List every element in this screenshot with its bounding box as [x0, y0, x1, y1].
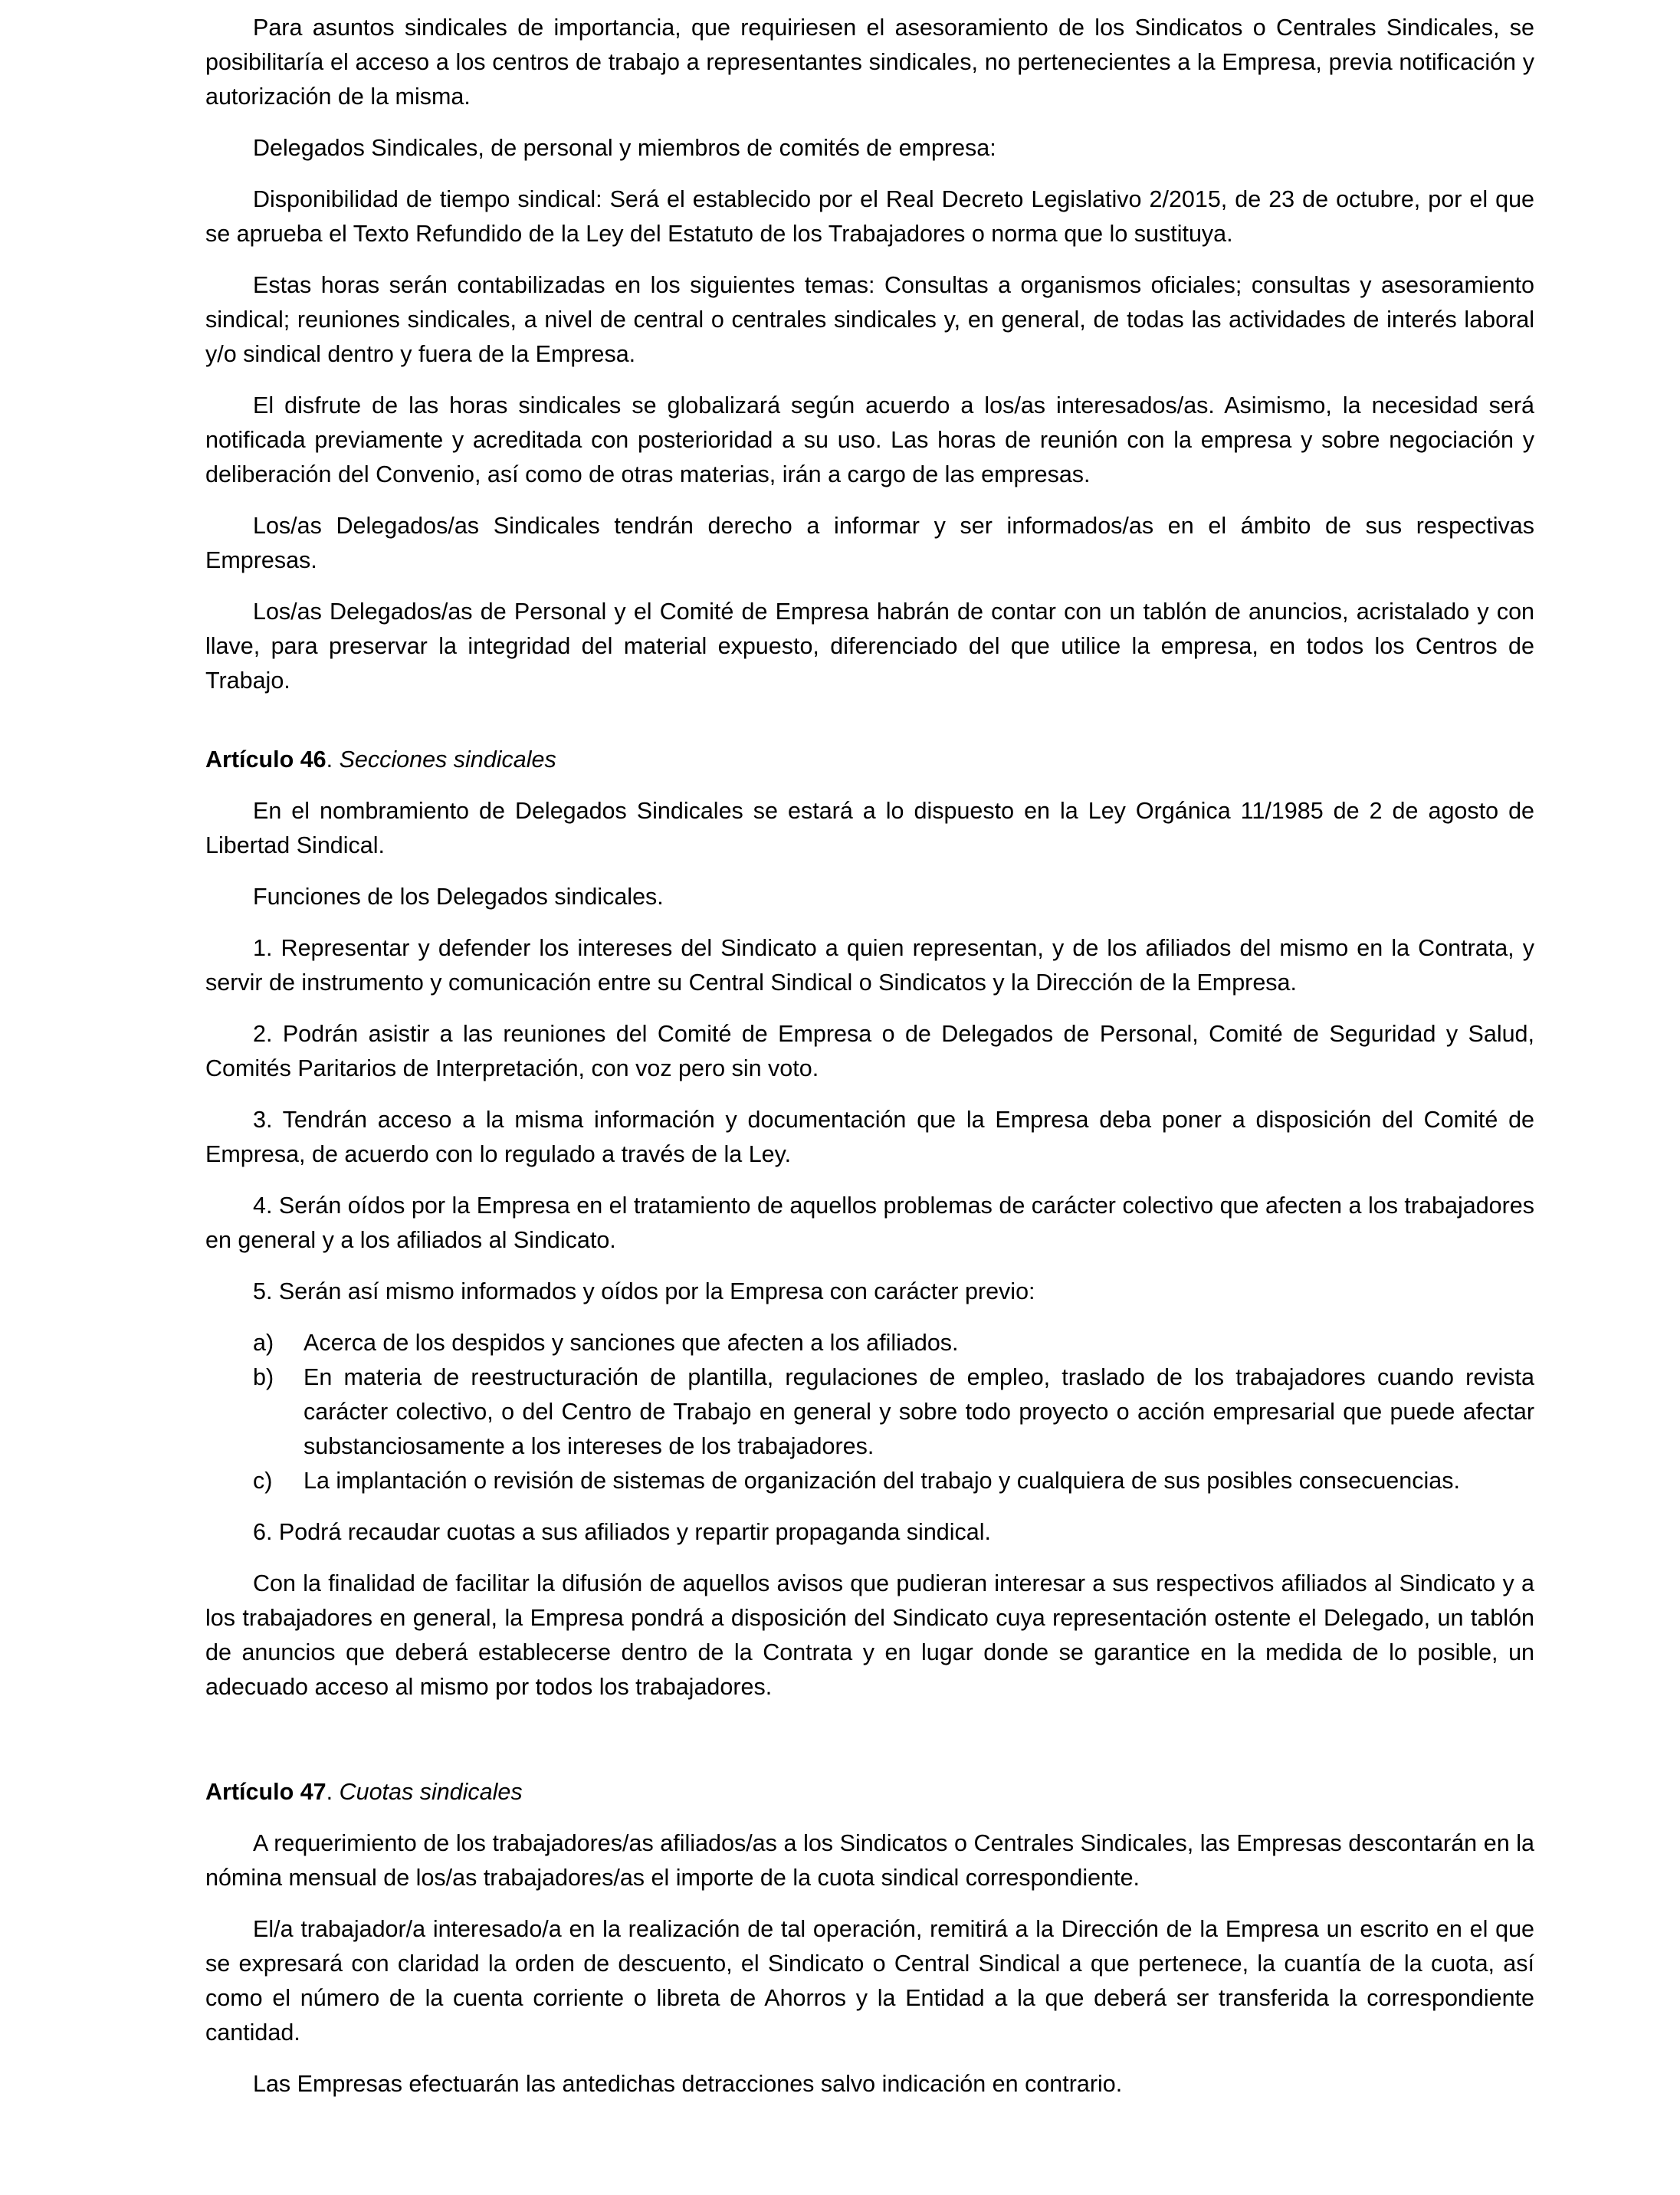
- list-item: [253, 1360, 1534, 1464]
- list-item-text: En materia de reestructuración de plantilla, regulaciones de empleo, traslado de los trabajadores cuando revista carácter colectivo, o del Centro de Trabajo en general y sobre todo proyecto o acción empresarial que puede afectar substanciosamente a los intereses de los trabajadores.: [304, 1364, 1534, 1459]
- article-47-heading: [205, 1775, 1534, 1809]
- list-item: 5. Serán así mismo informados y oídos por la Empresa con carácter previo:: [253, 1278, 1035, 1304]
- list-marker: a): [253, 1330, 274, 1356]
- paragraph: Los/as Delegados/as de Personal y el Comité de Empresa habrán de contar con un tablón de anuncios, acristalado y con llave, para preservar la integridad del material expuesto, diferenciado del que utilice la empresa, en todos los Centros de Trabajo.: [205, 599, 1534, 694]
- paragraph: Funciones de los Delegados sindicales.: [253, 884, 664, 910]
- paragraph: A requerimiento de los trabajadores/as afiliados/as a los Sindicatos o Centrales Sindicales, las Empresas descontarán en la nómina mensual de los/as trabajadores/as el importe de la cuota sindical correspondiente.: [205, 1830, 1534, 1891]
- article-47-separator: .: [326, 1779, 340, 1805]
- paragraph: Los/as Delegados/as Sindicales tendrán derecho a informar y ser informados/as en el ámbito de sus respectivas Empresas.: [205, 513, 1534, 573]
- paragraph: En el nombramiento de Delegados Sindicales se estará a lo dispuesto en la Ley Orgánica 11/1985 de 2 de agosto de Libertad Sindical.: [205, 798, 1534, 858]
- article-46-heading: [205, 743, 1534, 777]
- paragraph: Para asuntos sindicales de importancia, que requiriesen el asesoramiento de los Sindicatos o Centrales Sindicales, se posibilitaría el acceso a los centros de trabajo a representantes sindicales, no pertenecientes a la Empresa, previa notificación y autorización de la misma.: [205, 15, 1534, 110]
- article-46-number: Artículo 46: [205, 746, 326, 773]
- article-47-number: Artículo 47: [205, 1779, 326, 1805]
- lettered-list: [205, 1326, 1534, 1498]
- list-item: 3. Tendrán acceso a la misma información y documentación que la Empresa deba poner a disposición del Comité de Empresa, de acuerdo con lo regulado a través de la Ley.: [205, 1107, 1534, 1167]
- paragraph: Estas horas serán contabilizadas en los siguientes temas: Consultas a organismos oficiales; consultas y asesoramiento sindical; reuniones sindicales, a nivel de central o centrales sindicales y, en general, de todas las actividades de interés laboral y/o sindical dentro y fuera de la Empresa.: [205, 272, 1534, 367]
- list-item: [253, 1464, 1534, 1498]
- paragraph: Delegados Sindicales, de personal y miembros de comités de empresa:: [253, 135, 996, 161]
- list-item: 4. Serán oídos por la Empresa en el tratamiento de aquellos problemas de carácter colectivo que afecten a los trabajadores en general y a los afiliados al Sindicato.: [205, 1193, 1534, 1253]
- list-item: 2. Podrán asistir a las reuniones del Comité de Empresa o de Delegados de Personal, Comité de Seguridad y Salud, Comités Paritarios de Interpretación, con voz pero sin voto.: [205, 1021, 1534, 1081]
- paragraph: Las Empresas efectuarán las antedichas detracciones salvo indicación en contrario.: [253, 2071, 1123, 2097]
- list-item-text: Acerca de los despidos y sanciones que afecten a los afiliados.: [304, 1330, 959, 1356]
- article-46-separator: .: [326, 746, 340, 773]
- article-46-title: Secciones sindicales: [339, 746, 556, 773]
- paragraph: Con la finalidad de facilitar la difusión de aquellos avisos que pudieran interesar a sus respectivos afiliados al Sindicato y a los trabajadores en general, la Empresa pondrá a disposición del Sindicato cuya representación ostente el Delegado, un tablón de anuncios que deberá establecerse dentro de la Contrata y en lugar donde se garantice en la medida de lo posible, un adecuado acceso al mismo por todos los trabajadores.: [205, 1570, 1534, 1700]
- list-marker: b): [253, 1364, 274, 1390]
- paragraph: El/a trabajador/a interesado/a en la realización de tal operación, remitirá a la Dirección de la Empresa un escrito en el que se expresará con claridad la orden de descuento, el Sindicato o Central Sindical a que pertenece, la cuantía de la cuota, así como el número de la cuenta corriente o libreta de Ahorros y la Entidad a la que deberá ser transferida la correspondiente cantidad.: [205, 1916, 1534, 2046]
- list-item: 6. Podrá recaudar cuotas a sus afiliados y repartir propaganda sindical.: [253, 1519, 991, 1545]
- paragraph: Disponibilidad de tiempo sindical: Será el establecido por el Real Decreto Legislativo 2/2015, de 23 de octubre, por el que se aprueba el Texto Refundido de la Ley del Estatuto de los Trabajadores o norma que lo sustituya.: [205, 186, 1534, 247]
- list-item: 1. Representar y defender los intereses del Sindicato a quien representan, y de los afiliados del mismo en la Contrata, y servir de instrumento y comunicación entre su Central Sindical o Sindicatos y la Dirección de la Empresa.: [205, 935, 1534, 996]
- list-marker: c): [253, 1468, 273, 1494]
- article-47-title: Cuotas sindicales: [339, 1779, 523, 1805]
- section-spacer: [205, 1704, 1534, 1731]
- list-item-text: La implantación o revisión de sistemas de organización del trabajo y cualquiera de sus posibles consecuencias.: [304, 1468, 1460, 1494]
- paragraph: El disfrute de las horas sindicales se globalizará según acuerdo a los/as interesados/as. Asimismo, la necesidad será notificada previamente y acreditada con posterioridad a su uso. Las horas de reunión con la empresa y sobre negociación y deliberación del Convenio, así como de otras materias, irán a cargo de las empresas.: [205, 392, 1534, 487]
- list-item: [253, 1326, 1534, 1360]
